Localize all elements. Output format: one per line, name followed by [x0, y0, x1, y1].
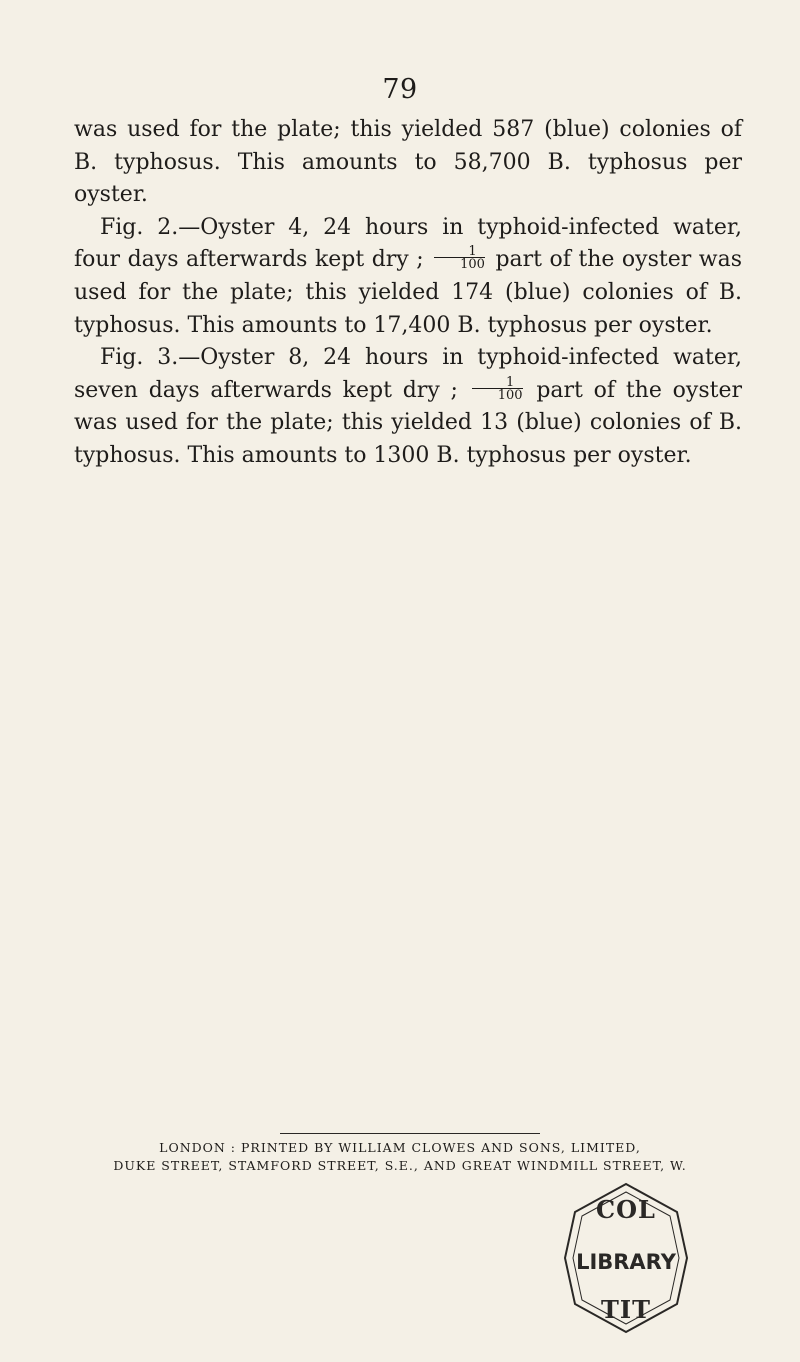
imprint-line-2: DUKE STREET, STAMFORD STREET, S.E., AND GREAT WINDMILL STREET, W. — [113, 1158, 687, 1173]
page-number: 79 — [382, 74, 418, 105]
stamp-center-text: LIBRARY — [576, 1250, 676, 1274]
library-stamp — [555, 1178, 697, 1338]
fig-2-text-after: part of the oyster was used for the plate; this yielded 174 (blue) colonies of B. typhosus. This amounts to 17,400 B. typhosus per oyster. — [74, 247, 742, 338]
paragraph-fig-3 — [74, 342, 742, 472]
body-text — [74, 114, 742, 473]
fraction-one-hundredth — [434, 244, 485, 273]
fraction-numerator: 1 — [472, 377, 523, 389]
paragraph-continuation: was used for the plate; this yielded 587 (blue) colonies of B. typhosus. This amounts to 58,700 B. typhosus per oyster. — [74, 117, 742, 208]
stamp-top-text: COL — [596, 1195, 656, 1224]
fraction-one-hundredth — [472, 374, 523, 403]
fraction-numerator: 1 — [434, 246, 485, 258]
stamp-bottom-text: TIT — [601, 1295, 651, 1324]
fraction-denominator: 100 — [497, 387, 523, 403]
printer-imprint — [80, 1139, 720, 1175]
imprint-divider — [280, 1133, 540, 1134]
fraction-denominator: 100 — [460, 257, 485, 273]
imprint-line-1: LONDON : PRINTED BY WILLIAM CLOWES AND SONS, LIMITED, — [159, 1140, 641, 1155]
fig-3-text-before: Fig. 3.—Oyster 8, 24 hours in typhoid-infected water, seven days afterwards kept dry ; — [74, 345, 742, 403]
fig-3-text-after: part of the oyster was used for the plate; this yielded 13 (blue) colonies of B. typhosus. This amounts to 1300 B. typhosus per oyster. — [74, 377, 742, 468]
fig-2-text-before: Fig. 2.—Oyster 4, 24 hours in typhoid-infected water, four days afterwards kept dry ; — [74, 214, 742, 273]
paragraph-fig-2 — [74, 212, 742, 342]
